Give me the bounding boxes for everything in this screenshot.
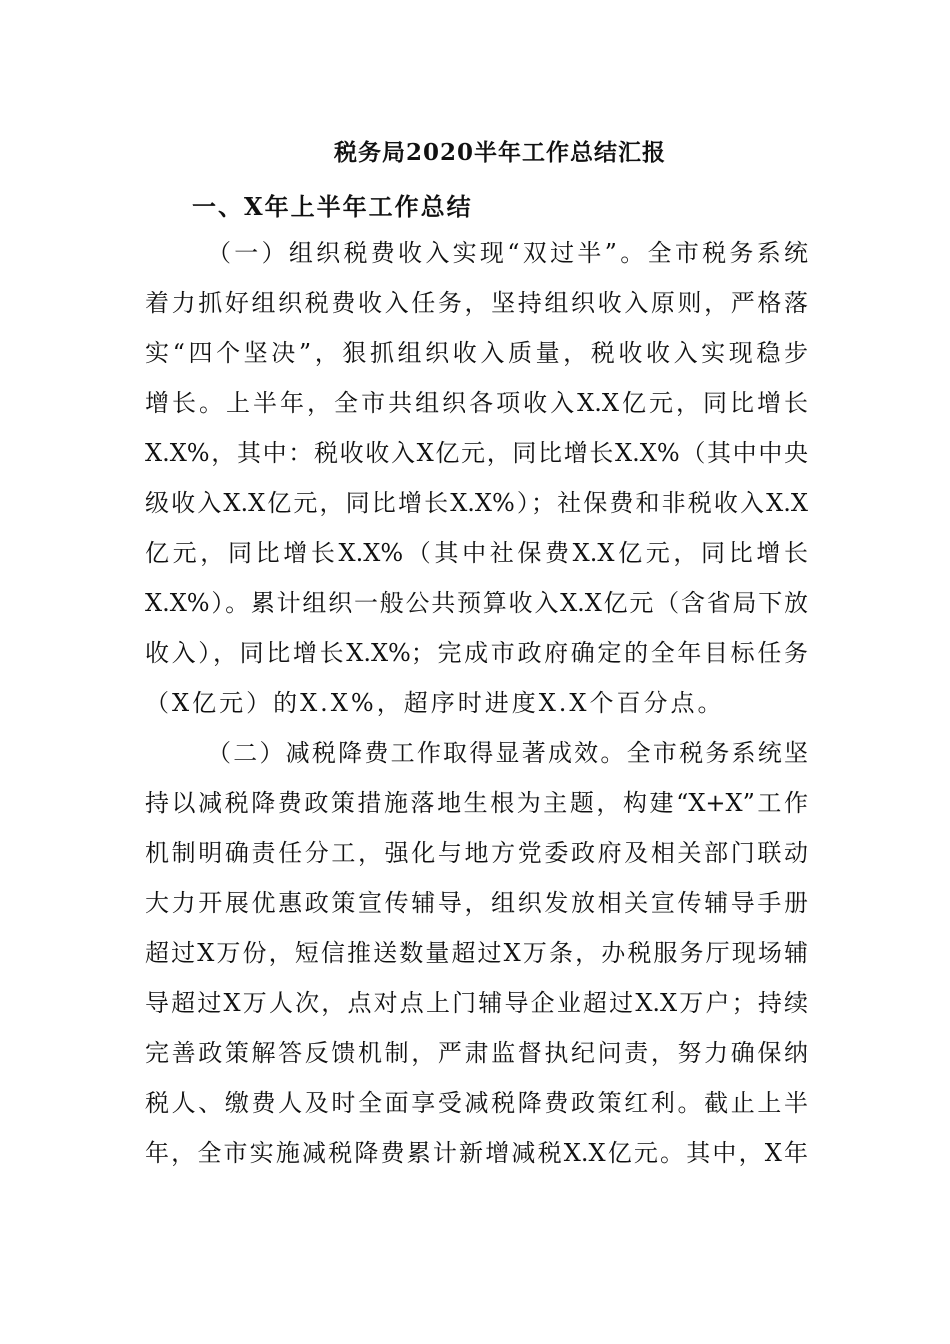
paragraph-line: 着力抓好组织税费收入任务，坚持组织收入原则，严格落 [145, 289, 808, 317]
paragraph-line: 亿元，同比增长X.X%（其中社保费X.X亿元，同比增长 [145, 539, 808, 567]
paragraph-line: 导超过X万人次，点对点上门辅导企业超过X.X万户；持续 [145, 989, 808, 1017]
paragraph-line: 大力开展优惠政策宣传辅导，组织发放相关宣传辅导手册 [145, 889, 808, 917]
paragraph-line: 机制明确责任分工，强化与地方党委政府及相关部门联动 [145, 839, 808, 867]
paragraph-line: X.X%）。累计组织一般公共预算收入X.X亿元（含省局下放 [145, 589, 808, 617]
section-heading: 一、X年上半年工作总结 [192, 192, 473, 221]
paragraph-line: 税人、缴费人及时全面享受减税降费政策红利。截止上半 [145, 1089, 808, 1117]
paragraph-line: （二）减税降费工作取得显著成效。全市税务系统坚 [207, 739, 808, 767]
paragraph-line: （一）组织税费收入实现“双过半”。全市税务系统 [207, 239, 808, 267]
paragraph-line: 超过X万份，短信推送数量超过X万条，办税服务厅现场辅 [145, 939, 808, 967]
paragraph-line: 增长。上半年，全市共组织各项收入X.X亿元，同比增长 [145, 389, 808, 417]
document-title: 税务局2020半年工作总结汇报 [333, 139, 666, 166]
paragraph-line: 年，全市实施减税降费累计新增减税X.X亿元。其中，X年 [145, 1139, 808, 1167]
paragraph-line: X.X%，其中：税收收入X亿元，同比增长X.X%（其中中央 [145, 439, 808, 467]
paragraph-line: 持以减税降费政策措施落地生根为主题，构建“X+X”工作 [145, 789, 808, 817]
paragraph-line: 完善政策解答反馈机制，严肃监督执纪问责，努力确保纳 [145, 1039, 808, 1067]
paragraph-line: 级收入X.X亿元，同比增长X.X%）；社保费和非税收入X.X [145, 489, 808, 517]
paragraph-line: 收入），同比增长X.X%；完成市政府确定的全年目标任务 [145, 639, 808, 667]
paragraph-line: 实“四个坚决”，狠抓组织收入质量，税收收入实现稳步 [145, 339, 808, 367]
paragraph-line: （X亿元）的X.X%，超序时进度X.X个百分点。 [145, 689, 725, 717]
